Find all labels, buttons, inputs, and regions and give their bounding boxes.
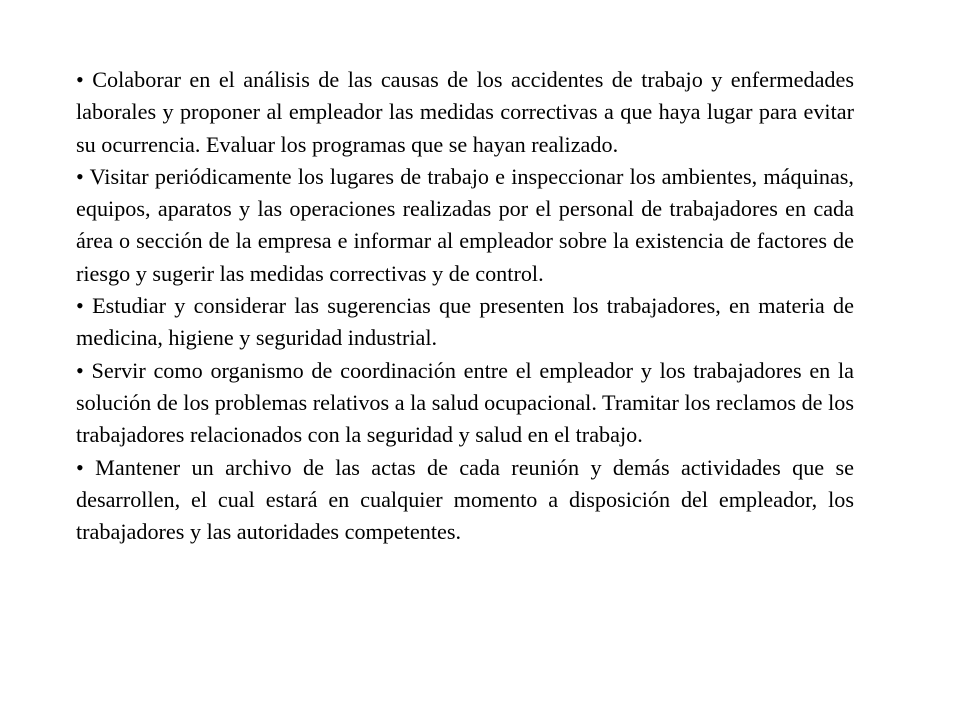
bullet-item-5	[76, 452, 854, 549]
bullet-list	[76, 64, 854, 548]
bullet-item-1	[76, 64, 854, 161]
bullet-text: Mantener un archivo de las actas de cada reunión y demás actividades que se desarrollen, el cual estará en cualquier momento a disposición del empleador, los trabajadores y las autoridades competentes.	[76, 454, 854, 545]
bullet-text: Colaborar en el análisis de las causas de los accidentes de trabajo y enfermedades laborales y proponer al empleador las medidas correctivas a que haya lugar para evitar su ocurrencia. Evaluar los programas que se hayan realizado.	[76, 67, 854, 157]
bullet-icon: •	[76, 163, 84, 189]
bullet-icon: •	[76, 357, 84, 383]
bullet-text: Servir como organismo de coordinación entre el empleador y los trabajadores en la solución de los problemas relativos a la salud ocupacional. Tramitar los reclamos de los trabajadores relacionados con la seguridad y salud en el trabajo.	[76, 357, 854, 448]
bullet-item-3	[76, 290, 854, 355]
bullet-item-2	[76, 161, 854, 290]
bullet-icon: •	[76, 293, 84, 319]
bullet-icon: •	[76, 67, 84, 92]
bullet-icon: •	[76, 454, 84, 480]
bullet-item-4	[76, 355, 854, 452]
bullet-text: Visitar periódicamente los lugares de trabajo e inspeccionar los ambientes, máquinas, equipos, aparatos y las operaciones realizadas por el personal de trabajadores en cada área o sección de la empresa e informar al empleador sobre la existencia de factores de riesgo y sugerir las medidas correctivas y de control.	[76, 163, 854, 286]
bullet-text: Estudiar y considerar las sugerencias que presenten los trabajadores, en materia de medicina, higiene y seguridad industrial.	[76, 293, 854, 351]
